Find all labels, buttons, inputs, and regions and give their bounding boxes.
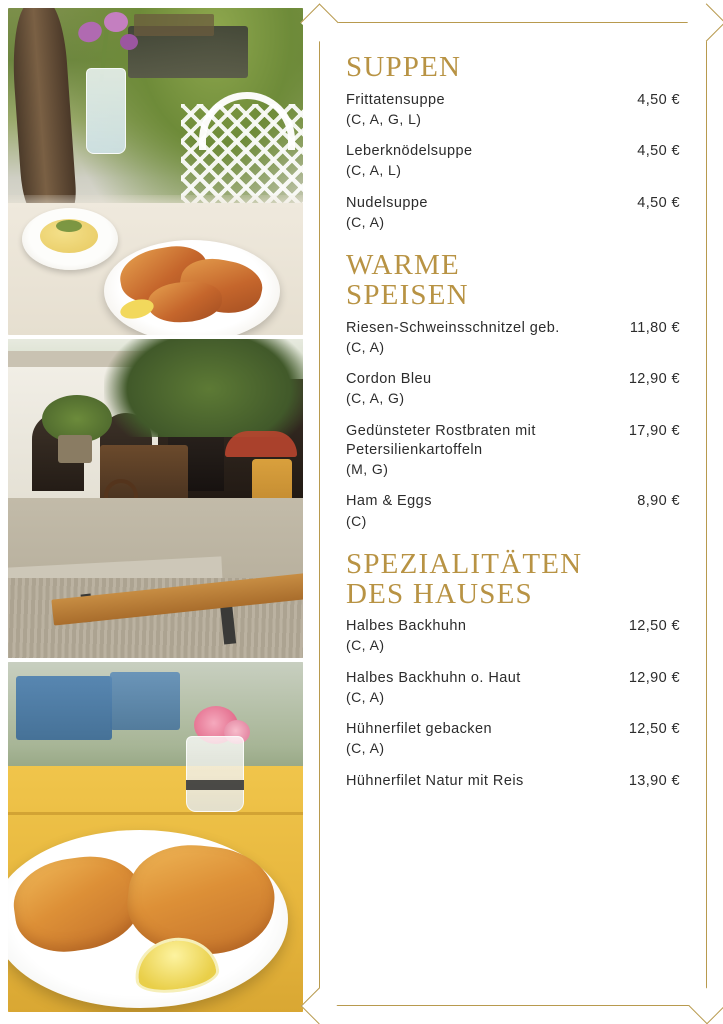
- menu-item-price: 12,90 €: [628, 669, 680, 686]
- menu-item-name: Halbes Backhuhn: [346, 618, 467, 635]
- menu-item-allergens: (C, A, G, L): [346, 110, 422, 127]
- menu-item: [346, 617, 680, 655]
- menu-item-price: 8,90 €: [637, 493, 680, 510]
- menu-item-price: 13,90 €: [628, 772, 680, 789]
- menu-item-allergens: (C, A, L): [346, 162, 402, 179]
- menu-item-allergens: (C, A): [346, 338, 385, 355]
- menu-item-allergens: (M, G): [346, 460, 389, 477]
- menu-frame: [319, 22, 707, 1006]
- menu-item: [346, 370, 680, 408]
- menu-item: [346, 194, 680, 232]
- frame-corner-bottom-right: [689, 988, 723, 1024]
- menu-item-allergens: (C, A): [346, 740, 385, 757]
- menu-item-price: 17,90 €: [628, 422, 680, 439]
- menu-item: [346, 319, 680, 357]
- menu-item-name: Gedünsteter Rostbraten mit Petersilienkartoffeln: [346, 422, 536, 458]
- menu-item-price: 12,90 €: [628, 371, 680, 388]
- menu-item: [346, 142, 680, 180]
- section-title-line2: SPEISEN: [346, 278, 469, 311]
- menu-item-name: Halbes Backhuhn o. Haut: [346, 669, 521, 686]
- menu-item: [346, 720, 680, 758]
- menu-section-suppen: [346, 53, 680, 231]
- menu-item-name: Frittatensuppe: [346, 91, 445, 108]
- section-title: [346, 251, 680, 310]
- menu-item-allergens: (C): [346, 512, 367, 529]
- menu-item-name: Hühnerfilet Natur mit Reis: [346, 772, 524, 789]
- menu-item: [346, 772, 680, 791]
- menu-item-price: 4,50 €: [637, 194, 680, 211]
- section-title: [346, 53, 680, 83]
- menu-item-allergens: (C, A): [346, 637, 385, 654]
- schnitzel-plate-photo: [8, 662, 303, 1012]
- frame-corner-bottom-left: [301, 988, 338, 1024]
- menu-item-price: 4,50 €: [637, 143, 680, 160]
- menu-item-price: 12,50 €: [628, 618, 680, 635]
- menu-item-allergens: (C, A, G): [346, 390, 405, 407]
- section-title: [346, 550, 680, 609]
- menu-column: [303, 0, 723, 1024]
- menu-item-name: Riesen-Schweinsschnitzel geb.: [346, 319, 560, 336]
- menu-item-name: Ham & Eggs: [346, 493, 432, 510]
- menu-item: [346, 91, 680, 129]
- garden-table-with-schnitzel-photo: [8, 8, 303, 335]
- menu-section-warme-speisen: [346, 251, 680, 530]
- menu-item-name: Hühnerfilet gebacken: [346, 721, 493, 738]
- menu-item-allergens: (C, A): [346, 688, 385, 705]
- menu-item: [346, 492, 680, 530]
- menu-item-price: 11,80 €: [629, 319, 680, 336]
- menu-item-allergens: (C, A): [346, 213, 385, 230]
- courtyard-with-bench-photo: [8, 339, 303, 658]
- menu-item-price: 12,50 €: [628, 721, 680, 738]
- photo-column: [0, 0, 303, 1024]
- menu-section-spezialitaeten: [346, 550, 680, 791]
- menu-item-name: Nudelsuppe: [346, 194, 428, 211]
- section-title-line1: WARME: [346, 249, 460, 282]
- menu-item-name: Leberknödelsuppe: [346, 143, 473, 160]
- section-title-line2: DES HAUSES: [346, 577, 533, 610]
- menu-item-name: Cordon Bleu: [346, 371, 432, 388]
- menu-item: [346, 669, 680, 707]
- menu-item: [346, 422, 680, 479]
- menu-item-price: 4,50 €: [637, 91, 680, 108]
- section-title-line1: SPEZIALITÄTEN: [346, 548, 583, 581]
- section-title-line1: SUPPEN: [346, 51, 462, 83]
